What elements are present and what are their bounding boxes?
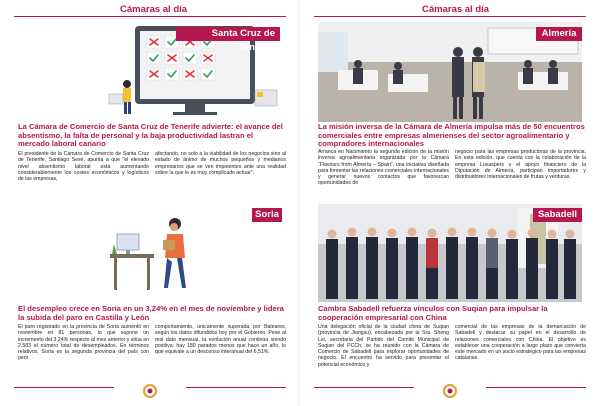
footer-divider-right [186,387,286,388]
footer-divider-left [314,387,414,388]
region-label-tenerife: Santa Cruz de Tenerife [176,27,280,41]
region-label-sabadell: Sabadell [533,208,582,222]
article-body-sabadell [318,324,586,368]
article-col-1: El paro registrado en la provincia de Soria aumentó en noviembre en 81 personas, lo que supone un incremento del 3,24% respecto al mes anterior y sitúa en 2.583 el número total de desempleados. En términos relativos, Soria es la segunda provincia del país con peor [18,324,149,362]
unemployed-person-illustration [105,206,195,294]
header-divider [14,16,286,17]
article-col-1: Arranca en Nacimiento la segunda edición de la misión inversa agroalimentaria organizada por la Cámara “Flavours from Almería – Spain”, una iniciativa diseñada para fomentar las relaciones comerciales internacionales y generar nuevos contactos que favorezcan oportunidades de [318,149,449,187]
article-headline-soria: El desempleo crece en Soria en un 3,24% en el mes de noviembre y lidera la subida del paro en Castilla y León [18,304,284,322]
right-page [300,0,600,406]
article-col-1: Una delegación oficial de la ciudad china de Suqian (provincia de Jiangsu), encabezada por la Sra. Sheng Lei, secretaria del Partido del Comité Municipal de Suqian del PCCh, se ha reunido con la Cámara de Comercio de Sabadell para explorar oportunidades de negocio. El encuentro ha servido para presentar el potencial económico y [318,324,449,368]
camara-logo-icon [443,384,457,398]
article-body-soria [18,324,286,362]
footer-divider-right [486,387,586,388]
article-headline-sabadell: Cambra Sabadell refuerza vínculos con Suqian para impulsar la cooperación empresarial con China [318,304,548,322]
article-body-tenerife [18,151,286,182]
article-body-almeria [318,149,586,187]
article-col-2: comercial de las empresas de la demarcación de Sabadell y destacar su papel en el desarrollo de relaciones comerciales con China. El objetivo es establecer una cooperación a largo plazo que convierta este mercado en un socio estratégico para las empresas catalanas. [455,324,586,362]
section-header: Cámaras al día [120,4,188,15]
article-headline-tenerife: La Cámara de Comercio de Santa Cruz de Tenerife advierte: el avance del absentismo, la falta de personal y la baja productividad lastran el mercado laboral canario [18,122,283,149]
article-col-2: negocio para las empresas productoras de la provincia. En esta edición, que cuenta con la colaboración de la empresa Luxaspers y el apoyo financiero de la Diputación de Almería, participan importadores y distribuidores internacionales de frutas y verduras. [455,149,586,181]
section-header: Cámaras al día [422,4,490,15]
article-headline-almeria: La misión inversa de la Cámara de Almería impulsa más de 50 encuentros comerciales entre empresas almerienses del sector agroalimentario y compradores internacionales [318,122,585,149]
region-label-almeria: Almería [536,27,582,41]
footer-divider-left [14,387,114,388]
region-label-soria: Soria [252,208,282,222]
header-divider [314,16,586,17]
article-col-1: El presidente de la Cámara de Comercio de Santa Cruz de Tenerife, Santiago Sesé, apunta a que “el elevado nivel absentismo laboral está aumentando considerablemente los costes económicos y logísticos de las empresas, [18,151,149,183]
article-col-2: afectando, no solo a la viabilidad de los negocios sino al estado de ánimo de muchos pequeños y medianos empresarios que se ven impotentes ante una realidad sobre la que le es muy complicado actuar”. [155,151,286,176]
camara-logo-icon [143,384,157,398]
article-col-2: comportamiento, únicamente superada por Baleares, según los datos difundidos hoy por el Gobierno. Pese al mal dato mensual, la evolución anual continúa siendo positiva: hay 180 parados menos que hace un año, lo que equivale a un descenso interanual del 6,51%. [155,324,286,356]
